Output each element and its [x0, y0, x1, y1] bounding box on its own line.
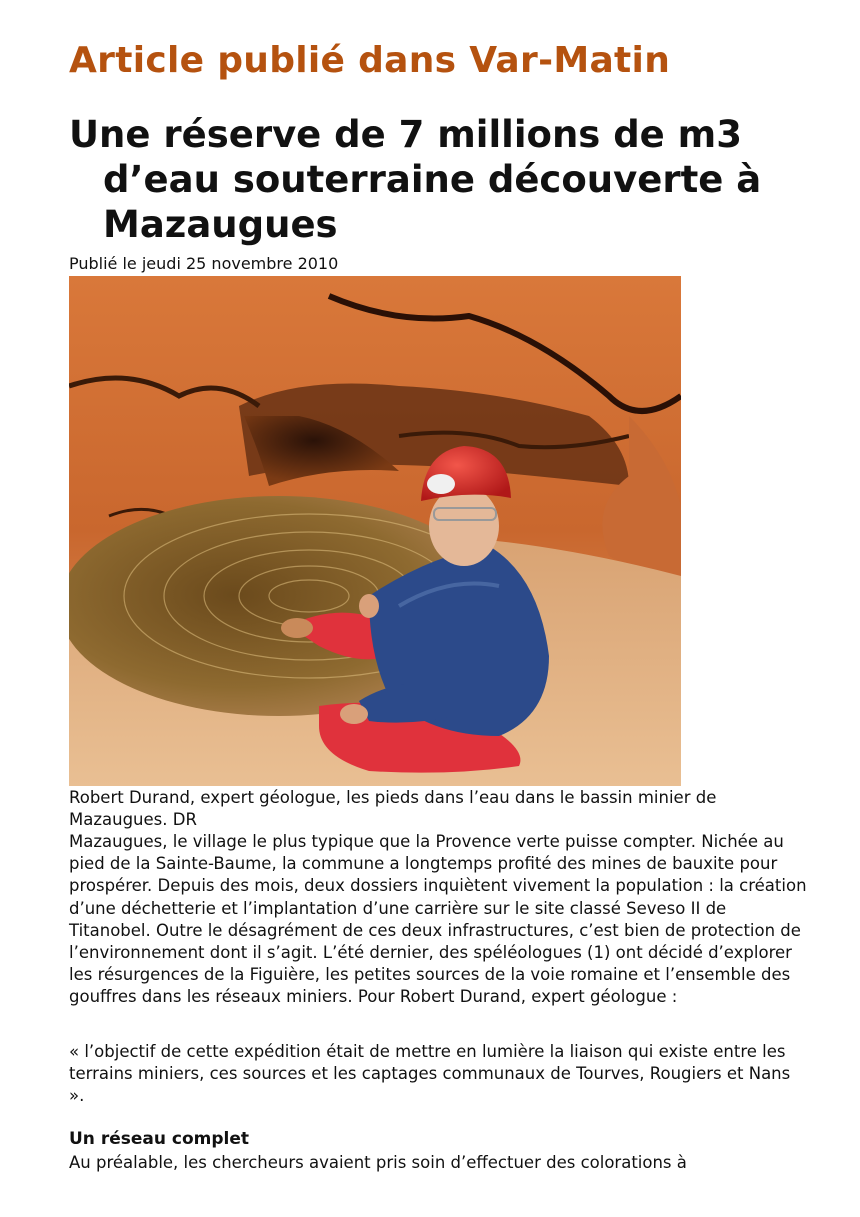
paragraph-2: Au préalable, les chercheurs avaient pris soin d’effectuer des colorations à: [69, 1153, 687, 1172]
cave-photo: [69, 276, 681, 786]
headline-line-3: Mazaugues: [103, 203, 338, 246]
paragraph-1: Mazaugues, le village le plus typique que la Provence verte puisse compter. Nichée au pied de la Sainte-Baume, la commune a longtemps profité des mines de bauxite pour prospérer. Depuis des mois, deux dossiers inquiètent vivement la population : la création d’une déchetterie et l’implantation d’une carrière sur le site classé Seveso II de Titanobel. Outre le désagrément de ces deux infrastructures, c’est bien de protection de l’environnement dont il s’agit. L’été dernier, des spéléologues (1) ont décidé d’explorer les résurgences de la Figuière, les petites sources de la voie romaine et l’ensemble des gouffres dans les réseaux miniers. Pour Robert Durand, expert géologue :: [69, 832, 807, 1007]
publication-date: Publié le jeudi 25 novembre 2010: [69, 254, 339, 273]
headline-line-1: Une réserve de 7 millions de m3: [69, 113, 742, 156]
section-subheading: Un réseau complet: [69, 1129, 250, 1149]
photo-caption: Robert Durand, expert géologue, les pieds dans l’eau dans le bassin minier de Mazaugues. DR: [69, 788, 717, 830]
headline-line-2: d’eau souterraine découverte à: [103, 158, 762, 201]
source-kicker: Article publié dans Var-Matin: [69, 40, 671, 81]
article-headline: [69, 112, 829, 247]
quote-paragraph: « l’objectif de cette expédition était de mettre en lumière la liaison qui existe entre les terrains miniers, ces sources et les captages communaux de Tourves, Rougiers et Nans ».: [69, 1042, 791, 1106]
